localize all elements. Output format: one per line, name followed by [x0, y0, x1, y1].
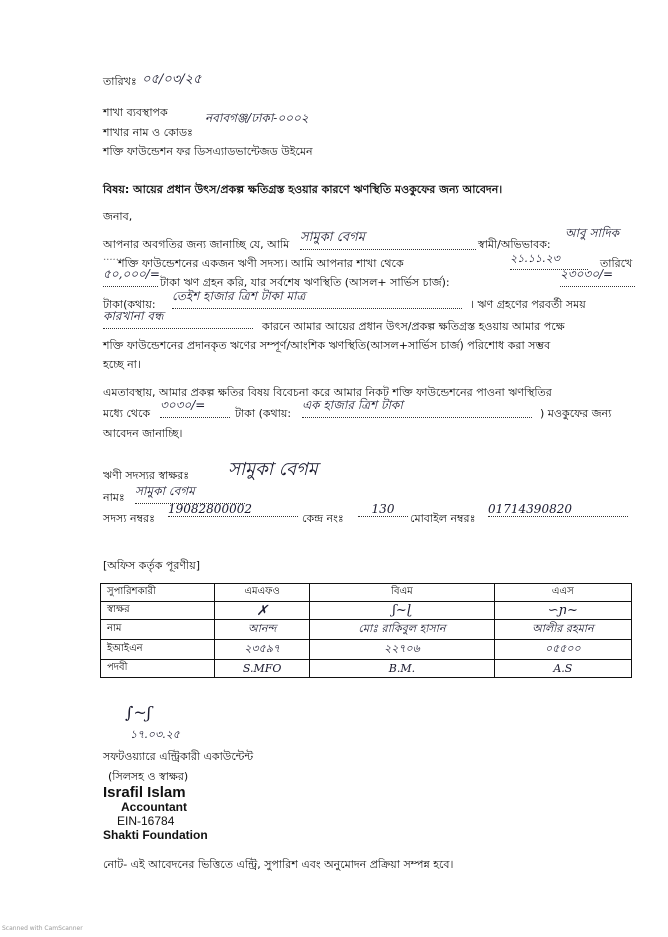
body-text: আপনার অবগতির জন্য জানাচ্ছি যে, আমি: [103, 238, 290, 251]
table-cell: S.MFO: [215, 660, 310, 678]
body-text: । ঋণ গ্রহণের পরবর্তী সময়: [470, 298, 586, 311]
stamp-ein: EIN-16784: [117, 814, 175, 828]
table-row: [101, 602, 632, 620]
member-name-value: সামুকা বেগম: [135, 483, 245, 504]
center-label: কেন্দ্র নংঃ: [302, 512, 344, 525]
scanner-watermark: Scanned with CamScanner: [2, 925, 83, 932]
body-text: তারিখে: [600, 257, 633, 270]
balance-words-field: তেইশ হাজার ত্রিশ টাকা মাত্র: [172, 288, 462, 309]
accountant-role: সফটওয়্যারে এন্ট্রিকারী একাউন্টেন্ট: [103, 750, 254, 763]
member-name-field: সামুকা বেগম: [300, 228, 476, 250]
table-cell: ২৩৫৯৭: [215, 640, 310, 660]
table-cell: আলীর রহমান: [494, 620, 631, 640]
body-text: টাকা (কথায়:: [235, 407, 292, 420]
center-value: 130: [358, 502, 408, 517]
table-cell: A.S: [494, 660, 631, 678]
body-text: মধ্যে থেকে: [103, 407, 151, 420]
office-heading: [অফিস কর্তৃক পূরণীয়]: [103, 559, 200, 572]
body-text: টাকা ঋণ গ্রহন করি, যার সর্বশেষ ঋণস্থিতি (আসল+ সার্ভিস চার্জ):: [160, 276, 450, 289]
member-name-label: নামঃ: [103, 491, 125, 504]
stamp-title: Accountant: [121, 800, 187, 814]
table-row-label: ইআইএন: [101, 640, 215, 660]
signature-cell: ∽ɲ~: [494, 602, 631, 620]
loan-amount-field: ৫০,০০০/=: [103, 266, 158, 287]
waive-amount-field: ৩০৩০/=: [160, 397, 230, 418]
office-table: [100, 583, 632, 678]
branch-value: নবাবগঞ্জ/ঢাকা-০০০২: [205, 111, 309, 125]
body-text: শক্তি ফাউন্ডেশনের একজন ঋণী সদস্য। আমি আপনার শাখা থেকে: [118, 257, 404, 270]
recipient-line: শাখা ব্যবস্থাপক: [103, 106, 168, 119]
date-label: তারিখঃ: [103, 75, 137, 88]
table-row-label: নাম: [101, 620, 215, 640]
table-cell: আনন্দ: [215, 620, 310, 640]
body-text: কারনে আমার আয়ের প্রধান উৎস/প্রকল্প ক্ষতিগ্রস্ত হওয়ায় আমার পক্ষে: [262, 320, 565, 333]
body-text: এমতাবস্থায়, আমার প্রকল্প ক্ষতির বিষয় বিবেচনা করে আমার নিকট শক্তি ফাউন্ডেশনের পাওনা ঋণস্থিতির: [103, 386, 552, 399]
seal-note: (সিলসহ ও স্বাক্ষর): [108, 770, 189, 783]
guardian-field: আবু সাদিক: [565, 226, 620, 240]
accountant-signature-icon: ∫~ʃ: [125, 703, 152, 722]
table-header-cell: সুপারিশকারী: [101, 584, 215, 602]
table-row-label: পদবী: [101, 660, 215, 678]
branch-label: শাখার নাম ও কোডঃ: [103, 126, 193, 139]
body-text: হচ্ছে না।: [103, 358, 141, 371]
signature-cell: ʃ~ɭ: [310, 602, 495, 620]
signature-cell: ✗: [215, 602, 310, 620]
table-row: [101, 620, 632, 640]
stamp-org: Shakti Foundation: [103, 828, 208, 842]
member-signature: সামুকা বেগম: [228, 459, 318, 480]
body-text: ) মওকুফের জন্য: [540, 407, 612, 420]
org-line: শক্তি ফাউন্ডেশন ফর ডিসএ্যাডভান্টেজড উইমেন: [103, 145, 313, 158]
table-header-cell: এমএফও: [215, 584, 310, 602]
table-header-row: [101, 584, 632, 602]
member-sign-label: ঋণী সদস্যর স্বাক্ষরঃ: [103, 469, 190, 482]
table-header-cell: এএস: [494, 584, 631, 602]
loan-date-field: ২১.১১.২৩: [510, 250, 588, 270]
footer-note: নোট- এই আবেদনের ভিত্তিতে এন্ট্রি, সুপারিশ এবং অনুমোদন প্রক্রিয়া সম্পন্ন হবে।: [103, 858, 454, 871]
body-text: আবেদন জানাচ্ছি।: [103, 427, 183, 440]
mobile-value: 01714390820: [488, 502, 628, 517]
body-text: স্বামী/অভিভাবক:: [478, 238, 551, 251]
table-row: [101, 660, 632, 678]
table-cell: B.M.: [310, 660, 495, 678]
table-cell: ০৫৫০০: [494, 640, 631, 660]
table-cell: মোঃ রাকিবুল হাসান: [310, 620, 495, 640]
table-row: [101, 640, 632, 660]
table-cell: ২২৭০৬: [310, 640, 495, 660]
member-id-value: 19082800002: [168, 502, 298, 517]
table-header-cell: বিএম: [310, 584, 495, 602]
date-value: ০৫/০৩/২৫: [142, 72, 202, 87]
member-id-label: সদস্য নম্বরঃ: [103, 512, 155, 525]
body-text: শক্তি ফাউন্ডেশনের প্রদানকৃত ঋণের সম্পূর্ণ/আংশিক ঋণস্থিতি(আসল+সার্ভিস চার্জ) পরিশোধ করা সম্ভব: [103, 339, 551, 352]
body-text: টাকা(কথায়:: [103, 298, 156, 311]
balance-field: ২৩০৩০/=: [560, 266, 635, 287]
table-row-label: স্বাক্ষর: [101, 602, 215, 620]
waive-words-field: এক হাজার ত্রিশ টাকা: [302, 397, 532, 418]
subject: বিষয়: আয়ের প্রধান উৎস/প্রকল্প ক্ষতিগ্রস্ত হওয়ার কারণে ঋণস্থিতি মওকুফের জন্য আবেদন।: [103, 183, 503, 196]
reason-field: কারখানা বন্ধ: [103, 308, 253, 329]
mobile-label: মোবাইল নম্বরঃ: [410, 512, 476, 525]
salutation: জনাব,: [103, 210, 133, 223]
accountant-sign-date: ১৭.০৩.২৫: [130, 728, 180, 741]
stamp-name: Israfil Islam: [103, 784, 186, 801]
